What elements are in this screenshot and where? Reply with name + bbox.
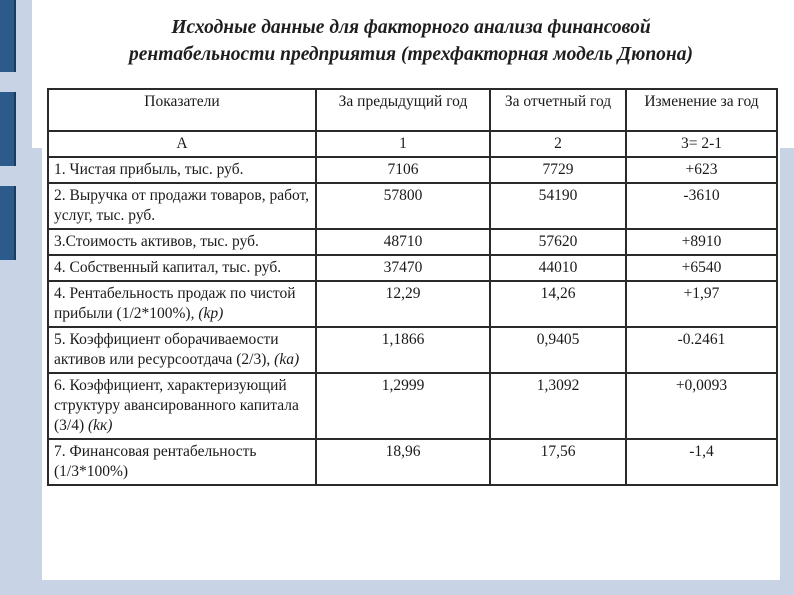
index-cell: 1 bbox=[316, 131, 490, 157]
previous-year-value: 1,2999 bbox=[316, 373, 490, 439]
previous-year-value: 12,29 bbox=[316, 281, 490, 327]
row-label: 4. Рентабельность продаж по чистой прибыли (1/2*100%), bbox=[54, 285, 296, 322]
row-label: 2. Выручка от продажи товаров, работ, услуг, тыс. руб. bbox=[48, 183, 316, 229]
slide-left-margin bbox=[0, 0, 32, 595]
row-label-cell bbox=[48, 327, 316, 373]
change-value: -0.2461 bbox=[626, 327, 777, 373]
header-indicators: Показатели bbox=[48, 89, 316, 131]
row-label-symbol: (kа) bbox=[274, 351, 300, 368]
reporting-year-value: 7729 bbox=[490, 157, 626, 183]
previous-year-value: 18,96 bbox=[316, 439, 490, 485]
row-label-symbol: (kк) bbox=[88, 417, 113, 434]
row-label-cell bbox=[48, 281, 316, 327]
table-row bbox=[48, 281, 777, 327]
table-row bbox=[48, 439, 777, 485]
index-cell: А bbox=[48, 131, 316, 157]
document-sheet bbox=[42, 10, 780, 580]
reporting-year-value: 1,3092 bbox=[490, 373, 626, 439]
header-reporting-year: За отчетный год bbox=[490, 89, 626, 131]
previous-year-value: 7106 bbox=[316, 157, 490, 183]
table-header-row bbox=[48, 89, 777, 131]
row-label: 3.Стоимость активов, тыс. руб. bbox=[48, 229, 316, 255]
change-value: +623 bbox=[626, 157, 777, 183]
table-row bbox=[48, 327, 777, 373]
previous-year-value: 37470 bbox=[316, 255, 490, 281]
index-cell: 3= 2-1 bbox=[626, 131, 777, 157]
change-value: +0,0093 bbox=[626, 373, 777, 439]
table-row bbox=[48, 255, 777, 281]
row-label-symbol: (kp) bbox=[198, 305, 224, 322]
table-row bbox=[48, 183, 777, 229]
reporting-year-value: 57620 bbox=[490, 229, 626, 255]
row-label: 4. Собственный капитал, тыс. руб. bbox=[48, 255, 316, 281]
title-line-1: Исходные данные для факторного анализа финансовой bbox=[171, 17, 651, 38]
change-value: -3610 bbox=[626, 183, 777, 229]
previous-year-value: 57800 bbox=[316, 183, 490, 229]
change-value: -1,4 bbox=[626, 439, 777, 485]
previous-year-value: 1,1866 bbox=[316, 327, 490, 373]
table-row bbox=[48, 373, 777, 439]
table-row bbox=[48, 229, 777, 255]
header-previous-year: За предыдущий год bbox=[316, 89, 490, 131]
title-line-2: рентабельности предприятия (трехфакторная модель Дюпона) bbox=[129, 44, 693, 65]
reporting-year-value: 44010 bbox=[490, 255, 626, 281]
slide-side-tab bbox=[0, 92, 16, 166]
row-label: 1. Чистая прибыль, тыс. руб. bbox=[48, 157, 316, 183]
table-index-row bbox=[48, 131, 777, 157]
slide-side-tab bbox=[0, 186, 16, 260]
row-label: 7. Финансовая рентабельность (1/3*100%) bbox=[48, 439, 316, 485]
dupont-data-table bbox=[47, 88, 778, 486]
row-label-cell bbox=[48, 373, 316, 439]
slide-side-tab bbox=[0, 0, 16, 72]
change-value: +1,97 bbox=[626, 281, 777, 327]
reporting-year-value: 54190 bbox=[490, 183, 626, 229]
previous-year-value: 48710 bbox=[316, 229, 490, 255]
row-label: 5. Коэффициент оборачиваемости активов или ресурсоотдача (2/3), bbox=[54, 331, 279, 368]
table-row bbox=[48, 157, 777, 183]
change-value: +8910 bbox=[626, 229, 777, 255]
reporting-year-value: 0,9405 bbox=[490, 327, 626, 373]
change-value: +6540 bbox=[626, 255, 777, 281]
header-change: Изменение за год bbox=[626, 89, 777, 131]
reporting-year-value: 14,26 bbox=[490, 281, 626, 327]
row-label: 6. Коэффициент, характеризующий структуру авансированного капитала (3/4) bbox=[54, 377, 299, 434]
document-title bbox=[42, 14, 780, 68]
reporting-year-value: 17,56 bbox=[490, 439, 626, 485]
index-cell: 2 bbox=[490, 131, 626, 157]
